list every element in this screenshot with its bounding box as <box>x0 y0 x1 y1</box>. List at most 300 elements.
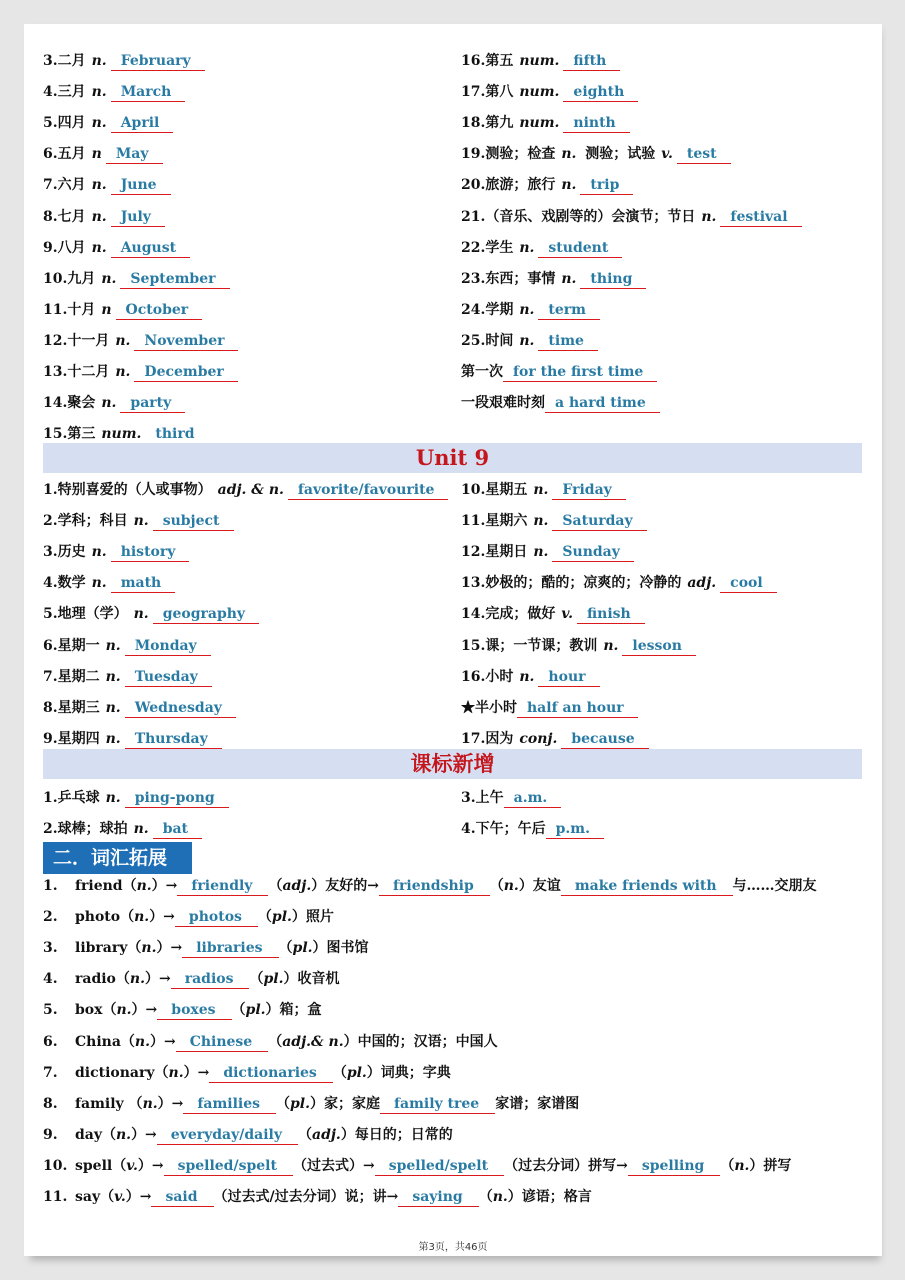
entry-label: 5.四月 <box>43 115 86 132</box>
entry-text: photo（ <box>75 909 135 926</box>
part-of-speech: n. <box>519 239 535 256</box>
entry-label: 8.七月 <box>43 208 86 225</box>
answer-blank: third <box>145 425 208 444</box>
top-right-entry <box>461 361 657 383</box>
part-of-speech: n <box>91 146 102 163</box>
unit9-left-entry <box>43 541 189 563</box>
top-left-entry <box>43 112 173 134</box>
entry-label: 11.十月 <box>43 301 96 318</box>
entry-label-extra: 测验；试验 <box>580 146 656 163</box>
answer-blank: eighth <box>563 83 638 102</box>
entry-label: 17.因为 <box>461 730 514 747</box>
entry-text: ）拼写 <box>749 1157 792 1174</box>
answer-blank: Chinese <box>176 1033 269 1052</box>
entry-label: 2.球棒；球拍 <box>43 821 128 837</box>
entry-text: ）→ <box>156 940 183 957</box>
top-left-entry <box>43 392 185 414</box>
entry-text: 与……交朋友 <box>732 878 817 894</box>
answer-blank: spelled/spelt <box>375 1157 504 1176</box>
entry-label: 9.星期四 <box>43 730 100 747</box>
entry-label: 19.测验；检查 <box>461 146 556 163</box>
part-of-speech: n. <box>105 668 121 685</box>
entry-text: （ <box>276 1095 291 1112</box>
expansion-entry <box>43 1062 451 1084</box>
entry-number: 10. <box>43 1157 68 1174</box>
part-of-speech: v. <box>561 606 573 623</box>
entry-label: 11.星期六 <box>461 513 528 530</box>
entry-label: 1.乒乓球 <box>43 790 100 806</box>
answer-blank: libraries <box>182 939 278 958</box>
answer-blank: Saturday <box>552 512 646 531</box>
entry-text: ）每日的；日常的 <box>340 1126 453 1143</box>
entry-label: 14.聚会 <box>43 395 96 412</box>
entry-text: （ <box>268 1033 283 1050</box>
answer-blank: a.m. <box>504 789 562 808</box>
answer-blank: ping-pong <box>125 789 229 808</box>
part-of-speech: n. <box>603 637 619 654</box>
entry-text: day（ <box>75 1126 116 1143</box>
top-right-entry <box>461 174 633 196</box>
answer-blank: Friday <box>552 481 625 500</box>
part-of-speech: n. <box>101 270 117 287</box>
new-right-entry <box>461 787 561 809</box>
answer-blank: p.m. <box>546 820 604 839</box>
entry-text: library（ <box>75 940 142 957</box>
top-left-entry <box>43 174 171 196</box>
part-of-speech: n. <box>561 177 577 194</box>
unit9-right-entry <box>461 479 626 501</box>
part-of-speech: n. <box>533 482 549 498</box>
entry-label: 15.第三 <box>43 426 96 443</box>
answer-blank: Tuesday <box>125 668 212 687</box>
top-left-entry <box>43 237 190 259</box>
entry-text: ）箱；盒 <box>265 1002 322 1019</box>
entry-label: 17.第八 <box>461 84 514 101</box>
unit9-left-entry <box>43 479 448 501</box>
entry-text: ）→ <box>131 1126 157 1143</box>
top-right-entry <box>461 206 802 228</box>
entry-label: ★半小时 <box>461 699 517 716</box>
answer-blank: December <box>134 363 237 382</box>
part-of-speech: v. <box>661 146 673 163</box>
entry-text: ）→ <box>157 1095 184 1112</box>
entry-text: ）→ <box>137 1157 164 1174</box>
part-of-speech: n. <box>91 208 107 225</box>
unit9-left-entry <box>43 603 259 625</box>
answer-blank: student <box>538 239 622 258</box>
part-of-speech: n. <box>116 1002 132 1019</box>
answer-blank: time <box>538 332 598 351</box>
entry-text: （ <box>257 909 272 926</box>
part-of-speech: n. <box>115 332 131 349</box>
entry-label: 9.八月 <box>43 239 86 256</box>
entry-number: 5. <box>43 1002 58 1019</box>
entry-text: （过去式/过去分词）说；讲→ <box>213 1189 399 1205</box>
answer-blank: boxes <box>157 1001 231 1020</box>
part-of-speech: adj. & n. <box>217 482 284 498</box>
entry-label: 4.三月 <box>43 84 86 101</box>
answer-blank: thing <box>580 270 646 289</box>
part-of-speech: pl. <box>263 971 284 988</box>
expansion-entry <box>43 968 339 990</box>
entry-label: 12.十一月 <box>43 332 110 349</box>
answer-blank: July <box>111 208 165 227</box>
answer-blank: saying <box>398 1188 478 1207</box>
new-left-entry <box>43 818 202 840</box>
expansion-entry <box>43 999 322 1021</box>
top-right-entry <box>461 237 622 259</box>
part-of-speech: n. <box>142 1095 158 1112</box>
answer-blank: November <box>134 332 238 351</box>
entry-label: 14.完成；做好 <box>461 606 556 623</box>
unit9-right-entry <box>461 510 647 532</box>
entry-label: 5.地理（学） <box>43 606 128 623</box>
answer-blank: dictionaries <box>209 1064 333 1083</box>
entry-label: 25.时间 <box>461 332 514 349</box>
top-left-entry <box>43 361 238 383</box>
part-of-speech: pl. <box>292 940 313 957</box>
entry-text: ）→ <box>131 1002 158 1019</box>
answer-blank: radios <box>171 970 250 989</box>
part-of-speech: n. <box>168 1064 184 1081</box>
entry-label: 20.旅游；旅行 <box>461 177 556 194</box>
answer-blank: test <box>677 145 731 164</box>
part-of-speech: n. <box>519 332 535 349</box>
entry-label: 24.学期 <box>461 301 514 318</box>
section-badge-vocab-expansion: 二．词汇拓展 <box>43 842 192 874</box>
entry-text: ）中国的；汉语；中国人 <box>343 1033 498 1050</box>
entry-label: 6.五月 <box>43 146 86 163</box>
entry-label: 13.妙极的；酷的；凉爽的；冷静的 <box>461 575 682 592</box>
part-of-speech: n. <box>701 208 717 225</box>
entry-number: 4. <box>43 971 58 988</box>
entry-text: ）→ <box>144 971 171 988</box>
part-of-speech: n. <box>133 821 149 837</box>
answer-blank: October <box>116 301 203 320</box>
entry-text: box（ <box>75 1002 117 1019</box>
new-words-title: 课标新增 <box>410 751 495 776</box>
top-right-entry <box>461 392 660 414</box>
entry-label: 10.九月 <box>43 270 96 287</box>
part-of-speech: pl. <box>290 1095 310 1112</box>
answer-blank: friendly <box>177 877 268 896</box>
expansion-entry <box>43 1124 453 1146</box>
entry-text: （ <box>478 1189 493 1205</box>
answer-blank: fifth <box>563 52 620 71</box>
unit9-left-entry <box>43 666 212 688</box>
unit9-right-entry <box>461 666 600 688</box>
entry-number: 8. <box>43 1095 58 1112</box>
answer-blank: a hard time <box>545 394 660 413</box>
top-left-entry <box>43 143 163 165</box>
entry-number: 1. <box>43 878 58 894</box>
unit9-right-entry <box>461 541 634 563</box>
entry-label: 21.（音乐、戏剧等的）会演节；节日 <box>461 208 696 225</box>
entry-text: ）友好的→ <box>311 878 379 894</box>
expansion-entry <box>43 875 817 897</box>
part-of-speech: n. <box>115 364 131 380</box>
entry-text: （过去式）→ <box>292 1157 375 1174</box>
entry-label: 16.第五 <box>461 53 514 69</box>
part-of-speech: adj. <box>312 1126 341 1143</box>
answer-blank: Monday <box>125 637 211 656</box>
entry-label: 一段艰难时刻 <box>461 395 545 412</box>
part-of-speech: n. <box>134 909 150 926</box>
new-left-entry <box>43 787 229 809</box>
entry-label: 3.二月 <box>43 53 86 69</box>
answer-blank: family tree <box>380 1095 495 1114</box>
entry-text: ）图书馆 <box>312 940 369 957</box>
part-of-speech: num. <box>519 53 560 69</box>
answer-blank: friendship <box>379 877 490 896</box>
entry-text: （ <box>249 971 264 988</box>
entry-label: 10.星期五 <box>461 482 528 498</box>
entry-text: 家谱；家谱图 <box>495 1095 580 1112</box>
entry-label: 6.星期一 <box>43 637 100 654</box>
entry-text: friend（ <box>75 878 137 894</box>
part-of-speech: n. <box>105 790 121 806</box>
part-of-speech: n. <box>91 84 107 101</box>
part-of-speech: pl. <box>271 909 292 926</box>
answer-blank: September <box>120 270 229 289</box>
entry-text: ）→ <box>149 1033 176 1050</box>
entry-text: ）照片 <box>291 909 334 926</box>
answer-blank: families <box>183 1095 276 1114</box>
top-right-entry <box>461 299 600 321</box>
answer-blank: subject <box>153 512 234 531</box>
answer-blank: ninth <box>563 114 629 133</box>
unit9-left-entry <box>43 635 211 657</box>
top-right-entry <box>461 81 638 103</box>
answer-blank: August <box>111 239 190 258</box>
entry-label: 15.课；一节课；教训 <box>461 637 598 654</box>
entry-label: 3.历史 <box>43 544 86 561</box>
entry-text: spell（ <box>75 1157 127 1174</box>
entry-number: 7. <box>43 1064 58 1081</box>
entry-number: 3. <box>43 940 58 957</box>
part-of-speech: n. <box>129 971 145 988</box>
unit9-right-entry <box>461 635 696 657</box>
answer-blank: make friends with <box>561 877 733 896</box>
entry-text: ）→ <box>149 909 175 926</box>
answer-blank: for the first time <box>503 363 657 382</box>
answer-blank: photos <box>175 908 258 927</box>
part-of-speech: n. <box>91 177 107 194</box>
entry-text: family （ <box>75 1095 143 1112</box>
answer-blank: June <box>111 176 171 195</box>
top-right-entry <box>461 50 620 72</box>
answer-blank: geography <box>153 605 259 624</box>
entry-text: radio（ <box>75 971 130 988</box>
part-of-speech: n. <box>134 1033 150 1050</box>
entry-text: ）→ <box>151 878 178 894</box>
answer-blank: history <box>111 543 190 562</box>
expansion-entry <box>43 937 369 959</box>
top-left-entry <box>43 50 205 72</box>
expansion-entry <box>43 1031 498 1053</box>
unit9-left-entry <box>43 728 222 750</box>
part-of-speech: n. <box>91 544 107 561</box>
entry-label: 第一次 <box>461 364 503 380</box>
entry-number: 2. <box>43 909 58 926</box>
part-of-speech: n. <box>91 115 107 132</box>
part-of-speech: n. <box>136 878 152 894</box>
unit9-left-entry <box>43 510 234 532</box>
page-footer: 第3页，共46页 <box>418 1242 488 1253</box>
answer-blank: festival <box>720 208 801 227</box>
entry-text: ）→ <box>125 1189 152 1205</box>
unit9-left-entry <box>43 697 236 719</box>
part-of-speech: n. <box>533 544 549 561</box>
answer-blank: everyday/daily <box>157 1126 298 1145</box>
part-of-speech: n. <box>105 699 121 716</box>
top-left-entry <box>43 268 230 290</box>
entry-label: 22.学生 <box>461 239 514 256</box>
part-of-speech: n. <box>91 575 107 592</box>
answer-blank: Sunday <box>552 543 633 562</box>
expansion-entry <box>43 1093 579 1115</box>
answer-blank: hour <box>538 668 599 687</box>
entry-text: （ <box>298 1126 312 1143</box>
part-of-speech: n. <box>105 730 121 747</box>
answer-blank: Wednesday <box>125 699 236 718</box>
top-left-entry <box>43 81 185 103</box>
entry-text: dictionary（ <box>75 1064 169 1081</box>
answer-blank: spelled/spelt <box>164 1157 293 1176</box>
unit9-right-entry <box>461 603 645 625</box>
top-left-entry <box>43 423 209 445</box>
unit9-right-entry <box>461 697 638 719</box>
entry-label: 4.数学 <box>43 575 86 592</box>
new-right-entry <box>461 818 604 840</box>
answer-blank: Thursday <box>125 730 222 749</box>
part-of-speech: n. <box>533 513 549 530</box>
entry-label: 3.上午 <box>461 790 504 806</box>
top-left-entry <box>43 330 238 352</box>
answer-blank: trip <box>580 176 633 195</box>
answer-blank: bat <box>153 820 202 839</box>
unit9-left-entry <box>43 572 175 594</box>
answer-blank: February <box>111 52 205 71</box>
entry-text: ）友谊 <box>518 878 561 894</box>
part-of-speech: pl. <box>245 1002 266 1019</box>
entry-text: say（ <box>75 1189 115 1205</box>
part-of-speech: n. <box>91 239 107 256</box>
entry-text: ）谚语；格言 <box>507 1189 592 1205</box>
entry-text: ）收音机 <box>283 971 340 988</box>
part-of-speech: n. <box>116 1126 132 1143</box>
answer-blank: lesson <box>622 637 696 656</box>
answer-blank: favorite/favourite <box>288 481 449 500</box>
top-left-entry <box>43 206 165 228</box>
part-of-speech: v. <box>126 1157 138 1174</box>
part-of-speech: n. <box>561 270 577 287</box>
part-of-speech: adj.& n. <box>282 1033 344 1050</box>
entry-label: 18.第九 <box>461 115 514 132</box>
part-of-speech: num. <box>519 115 560 132</box>
answer-blank: half an hour <box>517 699 638 718</box>
answer-blank: May <box>106 145 163 164</box>
entry-text: （ <box>489 878 504 894</box>
entry-label: 7.六月 <box>43 177 86 194</box>
part-of-speech: num. <box>101 426 142 443</box>
unit9-heading-band <box>43 443 862 473</box>
part-of-speech: n. <box>519 668 535 685</box>
part-of-speech: conj. <box>519 730 558 747</box>
entry-label: 12.星期日 <box>461 544 528 561</box>
unit9-right-entry <box>461 728 649 750</box>
expansion-entry <box>43 1155 791 1177</box>
part-of-speech: num. <box>519 84 560 101</box>
part-of-speech: n. <box>492 1189 508 1205</box>
expansion-entry <box>43 1186 592 1208</box>
entry-text: （ <box>720 1157 735 1174</box>
answer-blank: party <box>120 394 185 413</box>
part-of-speech: n. <box>734 1157 750 1174</box>
part-of-speech: n. <box>561 146 577 163</box>
entry-text: ）词典；字典 <box>366 1064 451 1081</box>
entry-label: 4.下午；午后 <box>461 821 546 837</box>
part-of-speech: n. <box>141 940 157 957</box>
answer-blank: cool <box>720 574 777 593</box>
answer-blank: April <box>111 114 174 133</box>
answer-blank: said <box>151 1188 213 1207</box>
entry-text: （过去分词）拼写→ <box>504 1157 628 1174</box>
entry-label: 1.特别喜爱的（人或事物） <box>43 482 212 498</box>
entry-label: 7.星期二 <box>43 668 100 685</box>
top-right-entry <box>461 330 598 352</box>
top-left-entry <box>43 299 202 321</box>
entry-text: （ <box>268 878 283 894</box>
new-words-heading-band <box>43 749 862 779</box>
entry-text: ）家；家庭 <box>310 1095 380 1112</box>
answer-blank: spelling <box>628 1157 721 1176</box>
part-of-speech: adj. <box>687 575 717 592</box>
answer-blank: finish <box>577 605 645 624</box>
entry-label: 23.东西；事情 <box>461 270 556 287</box>
entry-label: 8.星期三 <box>43 699 100 716</box>
entry-text: （ <box>231 1002 246 1019</box>
entry-label: 13.十二月 <box>43 364 110 380</box>
entry-number: 6. <box>43 1033 58 1050</box>
entry-label: 2.学科；科目 <box>43 513 128 530</box>
answer-blank: term <box>538 301 600 320</box>
answer-blank: math <box>111 574 176 593</box>
expansion-entry <box>43 906 334 928</box>
answer-blank: March <box>111 83 186 102</box>
part-of-speech: adj. <box>282 878 312 894</box>
worksheet-page <box>24 24 882 1256</box>
part-of-speech: n. <box>101 395 117 412</box>
part-of-speech: n. <box>133 606 149 623</box>
entry-number: 11. <box>43 1189 68 1205</box>
entry-text: ）→ <box>183 1064 210 1081</box>
entry-text: China（ <box>75 1033 135 1050</box>
part-of-speech: n. <box>105 637 121 654</box>
part-of-speech: v. <box>114 1189 126 1205</box>
part-of-speech: n. <box>503 878 519 894</box>
top-right-entry <box>461 112 630 134</box>
entry-text: （ <box>278 940 293 957</box>
top-right-entry <box>461 268 646 290</box>
answer-blank: because <box>561 730 648 749</box>
top-right-entry <box>461 143 731 165</box>
unit9-right-entry <box>461 572 777 594</box>
part-of-speech: n <box>101 301 112 318</box>
unit9-title: Unit 9 <box>415 445 490 470</box>
entry-text: （ <box>332 1064 347 1081</box>
entry-label: 16.小时 <box>461 668 514 685</box>
